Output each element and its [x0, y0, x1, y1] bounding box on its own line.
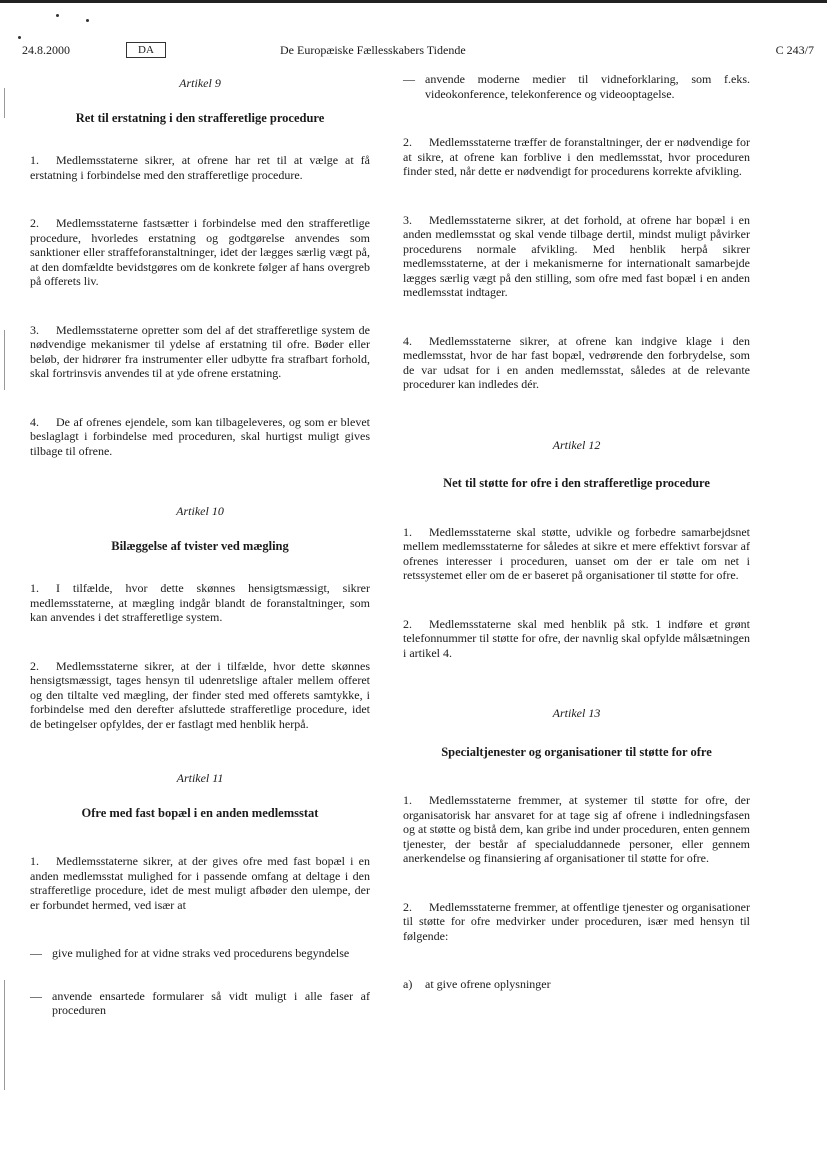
paragraph: 1. Medlemsstaterne fremmer, at systemer til støtte for ofre, der organisatorisk har ansvaret for at tage sig af ofrene i indledningsfasen og at støtte og bistå dem, kan gribe ind under proceduren, enten gennem tjenester, der består af specialuddannede personer, eller gennem anerkendelse og finansiering af organisationer til støtte for ofre. — [403, 793, 750, 865]
article-title: Ofre med fast bopæl i en anden medlemsstat — [81, 805, 319, 820]
language-box: DA — [126, 42, 166, 58]
article-title: Specialtjenester og organisationer til støtte for ofre — [441, 744, 712, 759]
paragraph: 1. Medlemsstaterne sikrer, at ofrene har ret til at vælge at få erstatning i forbindelse med den strafferetlige procedure. — [30, 153, 370, 182]
right-column — [403, 72, 750, 992]
paragraph: 1. Medlemsstaterne sikrer, at der gives ofre med fast bopæl i en anden medlemsstat mulighed for i passende omfang at deltage i den strafferetlige procedure, idet de mest muligt afbøder den ulempe, der er forbundet hermed, ved især at — [30, 854, 370, 912]
margin-mark — [4, 980, 5, 1090]
margin-mark — [4, 330, 5, 390]
page-top-border — [0, 0, 827, 3]
paragraph: 2. Medlemsstaterne sikrer, at der i tilfælde, hvor dette skønnes hensigtsmæssigt, tages hensyn til udenretslige aftaler mellem offeret og den tiltalte ved mægling, der finder sted med offerets samtykke, i forbindelse med den derefter afsluttede strafferetlige procedure, idet de betingelser opfyldes, der er fastlagt med henblik herpå. — [30, 658, 370, 731]
dash-item: — give mulighed for at vidne straks ved procedurens begyndelse — [30, 946, 350, 960]
article-number: Artikel 10 — [176, 504, 224, 518]
article-title: Bilæggelse af tvister ved mægling — [111, 538, 289, 553]
paragraph: 2. Medlemsstaterne fastsætter i forbindelse med den strafferetlige procedure, hvorledes erstatning og godtgørelse anvendes som sanktioner eller straffeforanstaltninger, idet der lægges særlig vægt på, at den domfældte bevidstgøres om de konkrete følger af hans overgreb på offerets liv. — [30, 216, 370, 288]
page-reference: C 243/7 — [775, 43, 814, 57]
article-number: Artikel 11 — [176, 771, 224, 785]
left-column — [30, 72, 370, 1018]
scan-speck — [56, 14, 59, 17]
article-number: Artikel 9 — [179, 76, 221, 90]
paragraph: 4. De af ofrenes ejendele, som kan tilbageleveres, og som er blevet beslaglagt i forbindelse med proceduren, skal hurtigst muligt gives tilbage til ofrene. — [30, 414, 370, 458]
paragraph: 4. Medlemsstaterne sikrer, at ofrene kan indgive klage i den medlemsstat, hvor de har fast bopæl, vedrørende den forbrydelse, som de var udsat for i en anden medlemsstat, således at de relevante procedurer kan indledes dér. — [403, 333, 750, 391]
paragraph: 3. Medlemsstaterne sikrer, at det forhold, at ofrene har bopæl i en anden medlemsstat og skal vende tilbage dertil, mindst muligt påvirker procedurens normale afvikling. Med henblik herpå sikrer medlemsstaterne, at der i mekanismerne for internationalt samarbejde lægges særlig vægt på den stilling, som ofre med fast bopæl i en anden medlemsstat indtager. — [403, 212, 750, 299]
scan-speck — [86, 19, 89, 22]
article-number: Artikel 13 — [552, 706, 601, 720]
paragraph: 3. Medlemsstaterne opretter som del af det strafferetlige system de nødvendige mekanismer til ydelse af erstatning til ofre. Bøder eller beløb, der hidrører fra instrumenter eller udbytte fra strafbart forhold, skal fortrinsvis anvendes til at yde ofrene erstatning. — [30, 322, 370, 380]
paragraph: 1. Medlemsstaterne skal støtte, udvikle og forbedre samarbejdsnet mellem medlemsstaterne for således at sikre et mere effektivt forsvar af ofrenes interesser i proceduren, uanset om der er tale om net i retssystemet eller om de er baseret på organisationer til støtte for ofre. — [403, 524, 750, 582]
publication-date: 24.8.2000 — [22, 43, 70, 57]
paragraph: 2. Medlemsstaterne fremmer, at offentlige tjenester og organisationer til støtte for ofre medvirker under proceduren, især med hensyn til følgende: — [403, 899, 750, 943]
margin-mark — [4, 88, 5, 118]
dash-item: — anvende ensartede formularer så vidt muligt i alle faser af proceduren — [30, 988, 370, 1017]
paragraph: 2. Medlemsstaterne træffer de foranstaltninger, der er nødvendige for at sikre, at ofrene kan forblive i den medlemsstat, hvor proceduren finder sted, når dette er nødvendigt for procedurens korrekte afvikling. — [403, 135, 750, 178]
article-title: Net til støtte for ofre i den strafferetlige procedure — [443, 476, 710, 490]
article-number: Artikel 12 — [552, 437, 601, 452]
article-title: Ret til erstatning i den strafferetlige procedure — [75, 110, 325, 125]
scan-speck — [18, 36, 21, 39]
dash-item: — anvende moderne medier til vidneforklaring, som f.eks. videokonference, telekonference og videooptagelse. — [403, 72, 750, 101]
page-header — [22, 41, 814, 59]
paragraph: 2. Medlemsstaterne skal med henblik på stk. 1 indføre et grønt telefonnummer til støtte for ofre, der navnlig skal opfylde målsætningen i artikel 4. — [403, 616, 750, 660]
paragraph: 1. I tilfælde, hvor dette skønnes hensigtsmæssigt, sikrer medlemsstaterne, at mægling indgår blandt de foranstaltninger, som kan anvendes i det strafferetlige system. — [30, 581, 370, 624]
sub-item: a) at give ofrene oplysninger — [403, 977, 551, 991]
journal-title: De Europæiske Fællesskabers Tidende — [280, 43, 466, 57]
